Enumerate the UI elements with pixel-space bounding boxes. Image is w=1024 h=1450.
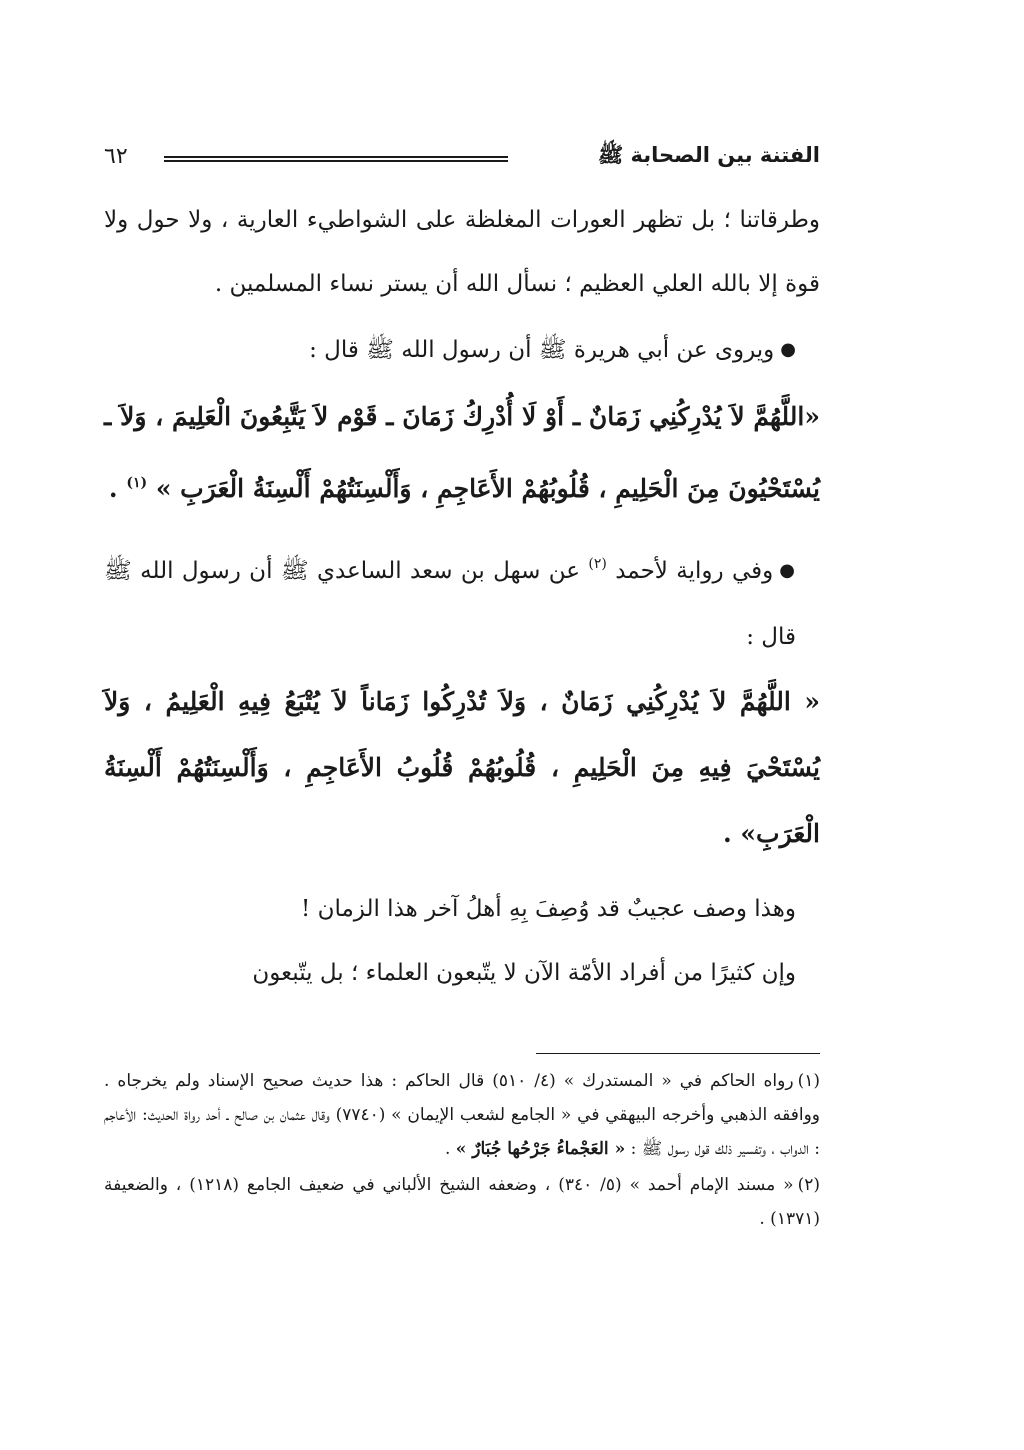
paragraph-3-after: عن سهل بن سعد الساعدي ﷺ أن رسول الله ﷺ قال :: [104, 558, 796, 650]
hadith-1-text: «اللَّهُمَّ لاَ يُدْرِكُنِي زَمَانٌ ـ أَوْ لَا أُدْرِكُ زَمَانَ ـ قَوْم لاَ يَتَّبِعُونَ الْعَلِيمَ ، وَلاَ ـ يُسْتَحْيُونَ مِنَ الْحَلِيمِ ، قُلُوبُهُمْ الأَعَاجِمِ ، وَأَلْسِنَتُهُمْ أَلْسِنَةُ الْعَرَبِ »: [104, 402, 820, 503]
footnote-separator: [536, 1053, 820, 1054]
footnote-2-number: (٢): [797, 1175, 820, 1195]
page-number: ٦٢: [104, 144, 128, 169]
paragraph-2: [104, 318, 820, 384]
hadith-1-end: .: [108, 474, 127, 503]
footnote-ref-1: (١): [126, 475, 148, 491]
footnote-2-text: « مسند الإمام أحمد » (٥/ ٣٤٠) ، وضعفه الشيخ الألباني في ضعيف الجامع (١٢١٨) ، والضعيفة (١٣٧١) .: [104, 1175, 820, 1229]
footnote-1-number: (١): [797, 1071, 820, 1091]
paragraph-1: وطرقاتنا ؛ بل تظهر العورات المغلظة على الشواطيء العارية ، ولا حول ولا قوة إلا بالله العلي العظيم ؛ نسأل الله أن يستر نساء المسلمين .: [104, 207, 820, 297]
footnote-ref-2: (٢): [588, 556, 607, 572]
paragraph-5: وإن كثيرًا من أفراد الأمّة الآن لا يتّبعون العلماء ؛ بل يتّبعون: [252, 960, 796, 986]
running-header: [104, 138, 820, 178]
paragraph-3: [104, 532, 820, 669]
paragraph-3-before: وفي رواية لأحمد: [615, 558, 774, 584]
footnote-1-text: رواه الحاكم في « المستدرك » (٤/ ٥١٠) قال الحاكم : هذا حديث صحيح الإسناد ولم يخرجاه . ووافقه الذهبي وأخرجه البيهقي في « الجامع لشعب الإيمان » (٧٧٤٠) وقال عثمان بن صالح ـ أحد رواة الحديث: الأعاجم : الدواب ، وتفسير ذلك قول رسول ﷺ :: [104, 1071, 820, 1159]
footnote-2: [104, 1168, 820, 1236]
hadith-1: [104, 384, 820, 522]
footnote-1-quote: « العَجْماءُ جَرْحُها جُبَارٌ »: [455, 1139, 626, 1159]
header-rule: [164, 156, 508, 162]
header-title: الفتنة بين الصحابة ﷺ: [597, 143, 820, 167]
paragraph-2-text: ويروى عن أبي هريرة ﷺ أن رسول الله ﷺ قال :: [309, 337, 775, 363]
footnote-1: [104, 1064, 820, 1166]
footnote-1-end: .: [444, 1139, 456, 1159]
paragraph-4: وهذا وصف عجيبٌ قد وُصِفَ بِهِ أهلُ آخر هذا الزمان !: [301, 896, 796, 922]
hadith-2: « اللَّهُمَّ لاَ يُدْرِكُنِي زَمَانٌ ، وَلاَ تُدْرِكُوا زَمَاناً لاَ يُتْبَعُ فِيهِ الْعَلِيمُ ، وَلاَ يُسْتَحْيَ فِيهِ مِنَ الْحَلِيمِ ، قُلُوبُهُمْ قُلُوبُ الأَعَاجِمِ ، وَأَلْسِنَتُهُمْ أَلْسِنَةُ الْعَرَبِ» .: [104, 687, 820, 848]
footnotes: [104, 1064, 820, 1238]
body-text: [104, 188, 820, 1005]
